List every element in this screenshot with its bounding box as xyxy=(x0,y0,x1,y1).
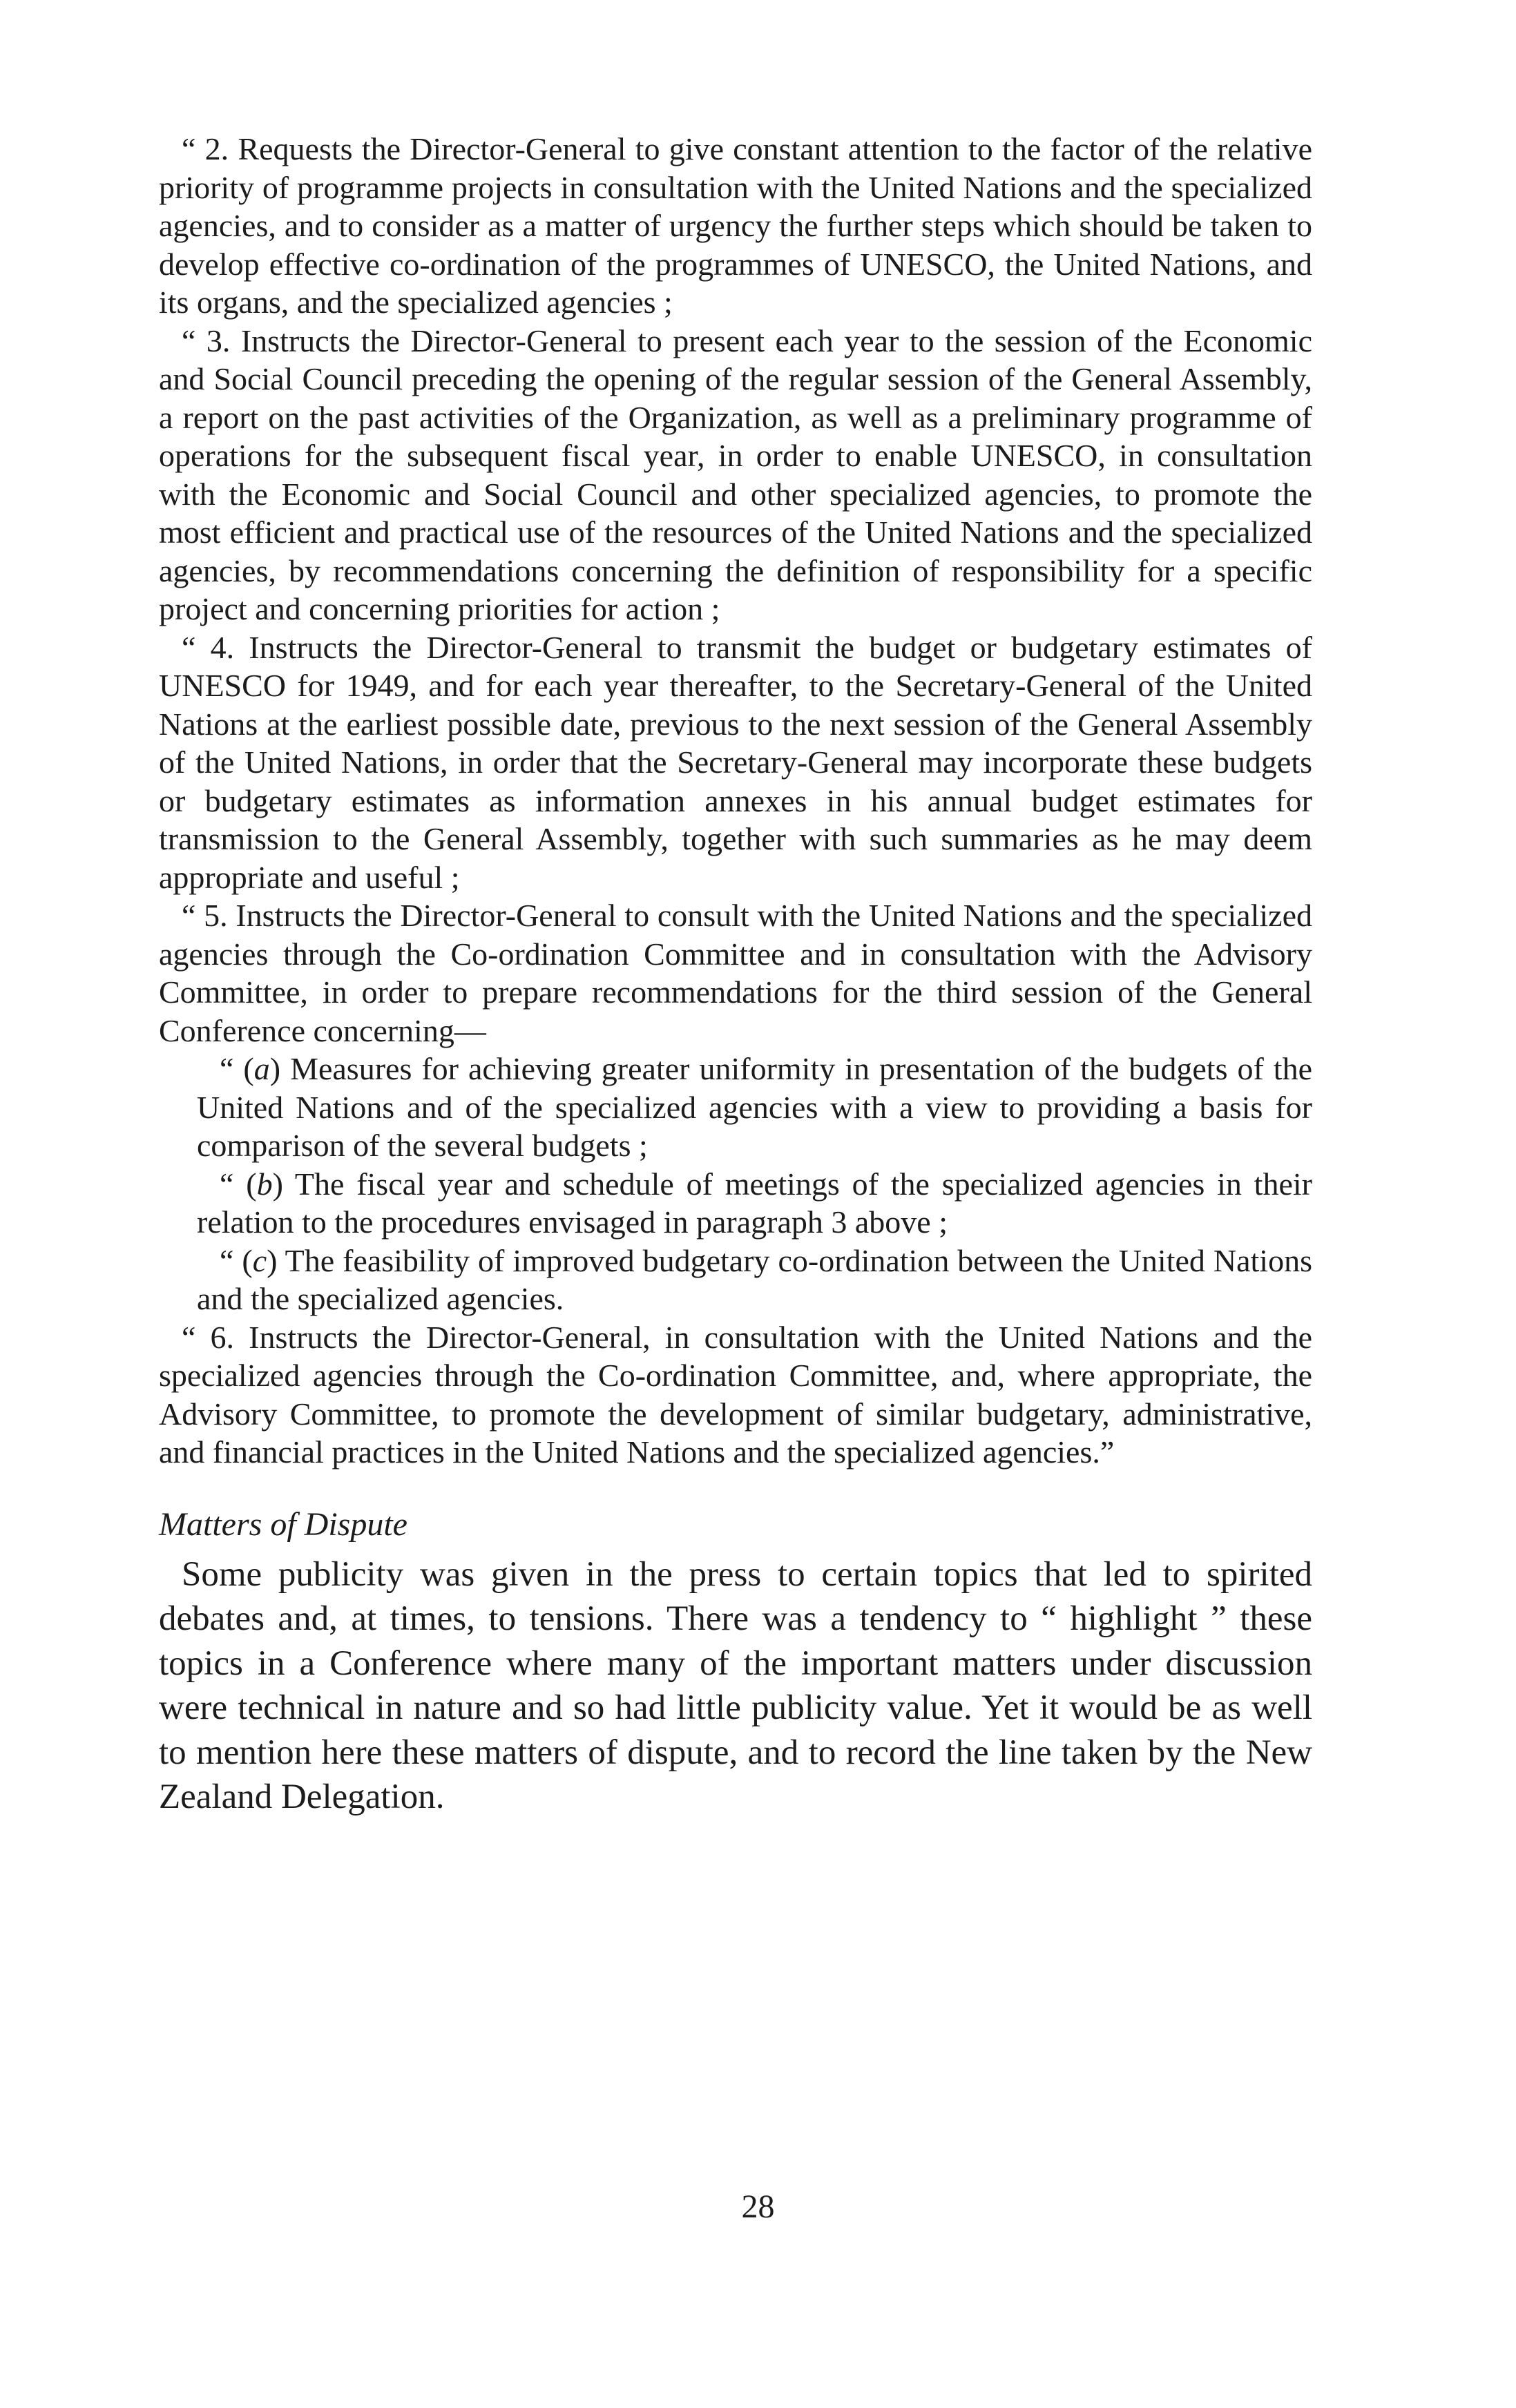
resolution-paragraph-3: “ 3. Instructs the Director-General to present each year to the session of the Economic and Social Council preceding the opening of the regular session of the General Assembly, a report on the past activities of the Organization, as well as a preliminary programme of operations for the subsequent fiscal year, in order to enable UNESCO, in consultation with the Economic and Social Council and other specialized agencies, to promote the most efficient and practical use of the resources of the United Nations and the specialized agencies, by recommendations concerning the definition of responsibility for a specific project and concerning priorities for action ; xyxy=(159,322,1312,626)
sub-clause-b-mark: “ ( xyxy=(220,1166,257,1202)
page-number: 28 xyxy=(741,2188,775,2225)
resolution-paragraph-2: “ 2. Requests the Director-General to give constant attention to the factor of the relative priority of programme projects in consultation with the United Nations and the specialized agencies, and to consider as a matter of urgency the further steps which should be taken to develop effective co-ordination of the programmes of UNESCO, the United Nations, and its organs, and the specialized agencies ; xyxy=(159,131,1312,320)
sub-clause-b xyxy=(197,1165,1312,1242)
sub-clause-a-mark: “ ( xyxy=(220,1051,254,1086)
sub-clause-b-letter: b xyxy=(256,1166,273,1202)
sub-clause-a-text: ) Measures for achieving greater uniformity in presentation of the budgets of the United Nations and of the specialized agencies with a view to providing a basis for comparison of the several budgets ; xyxy=(197,1051,1312,1163)
section-body: Some publicity was given in the press to certain topics that led to spirited debates and, at times, to tensions. There was a tendency to “ highlight ” these topics in a Conference where many of the important matters under discussion were technical in nature and so had little publicity value. Yet it would be as well to mention here these matters of dispute, and to record the line taken by the New Zealand Delegation. xyxy=(159,1554,1312,1816)
sub-clause-b-text: ) The fiscal year and schedule of meetings of the specialized agencies in their relation to the procedures envisaged in paragraph 3 above ; xyxy=(197,1166,1312,1240)
document-page xyxy=(159,130,1312,1820)
section-heading: Matters of Dispute xyxy=(159,1505,407,1543)
resolution-paragraph-6: “ 6. Instructs the Director-General, in consultation with the United Nations and the specialized agencies through the Co-ordination Committee, and, where appropriate, the Advisory Committee, to promote the development of similar budgetary, administrative, and financial practices in the United Nations and the specialized agencies.” xyxy=(159,1319,1312,1470)
sub-clause-a-letter: a xyxy=(253,1051,270,1086)
sub-clause-a xyxy=(197,1050,1312,1165)
sub-clauses xyxy=(197,1050,1312,1318)
sub-clause-c-text: ) The feasibility of improved budgetary co-ordination between the United Nations and the specialized agencies. xyxy=(197,1242,1312,1316)
sub-clause-c-letter: c xyxy=(252,1242,267,1278)
resolution-paragraph-4: “ 4. Instructs the Director-General to transmit the budget or budgetary estimates of UNESCO for 1949, and for each year thereafter, to the Secretary-General of the United Nations at the earliest possible date, previous to the next session of the General Assembly of the United Nations, in order that the Secretary-General may incorporate these budgets or budgetary estimates as information annexes in his annual budget estimates for transmission to the General Assembly, together with such summaries as he may deem appropriate and useful ; xyxy=(159,629,1312,895)
sub-clause-c-mark: “ ( xyxy=(220,1242,253,1278)
sub-clause-c xyxy=(197,1242,1312,1318)
resolution-paragraph-5: “ 5. Instructs the Director-General to consult with the United Nations and the specialized agencies through the Co-ordination Committee and in consultation with the Advisory Committee, in order to prepare recommendations for the third session of the General Conference concerning— xyxy=(159,898,1312,1048)
